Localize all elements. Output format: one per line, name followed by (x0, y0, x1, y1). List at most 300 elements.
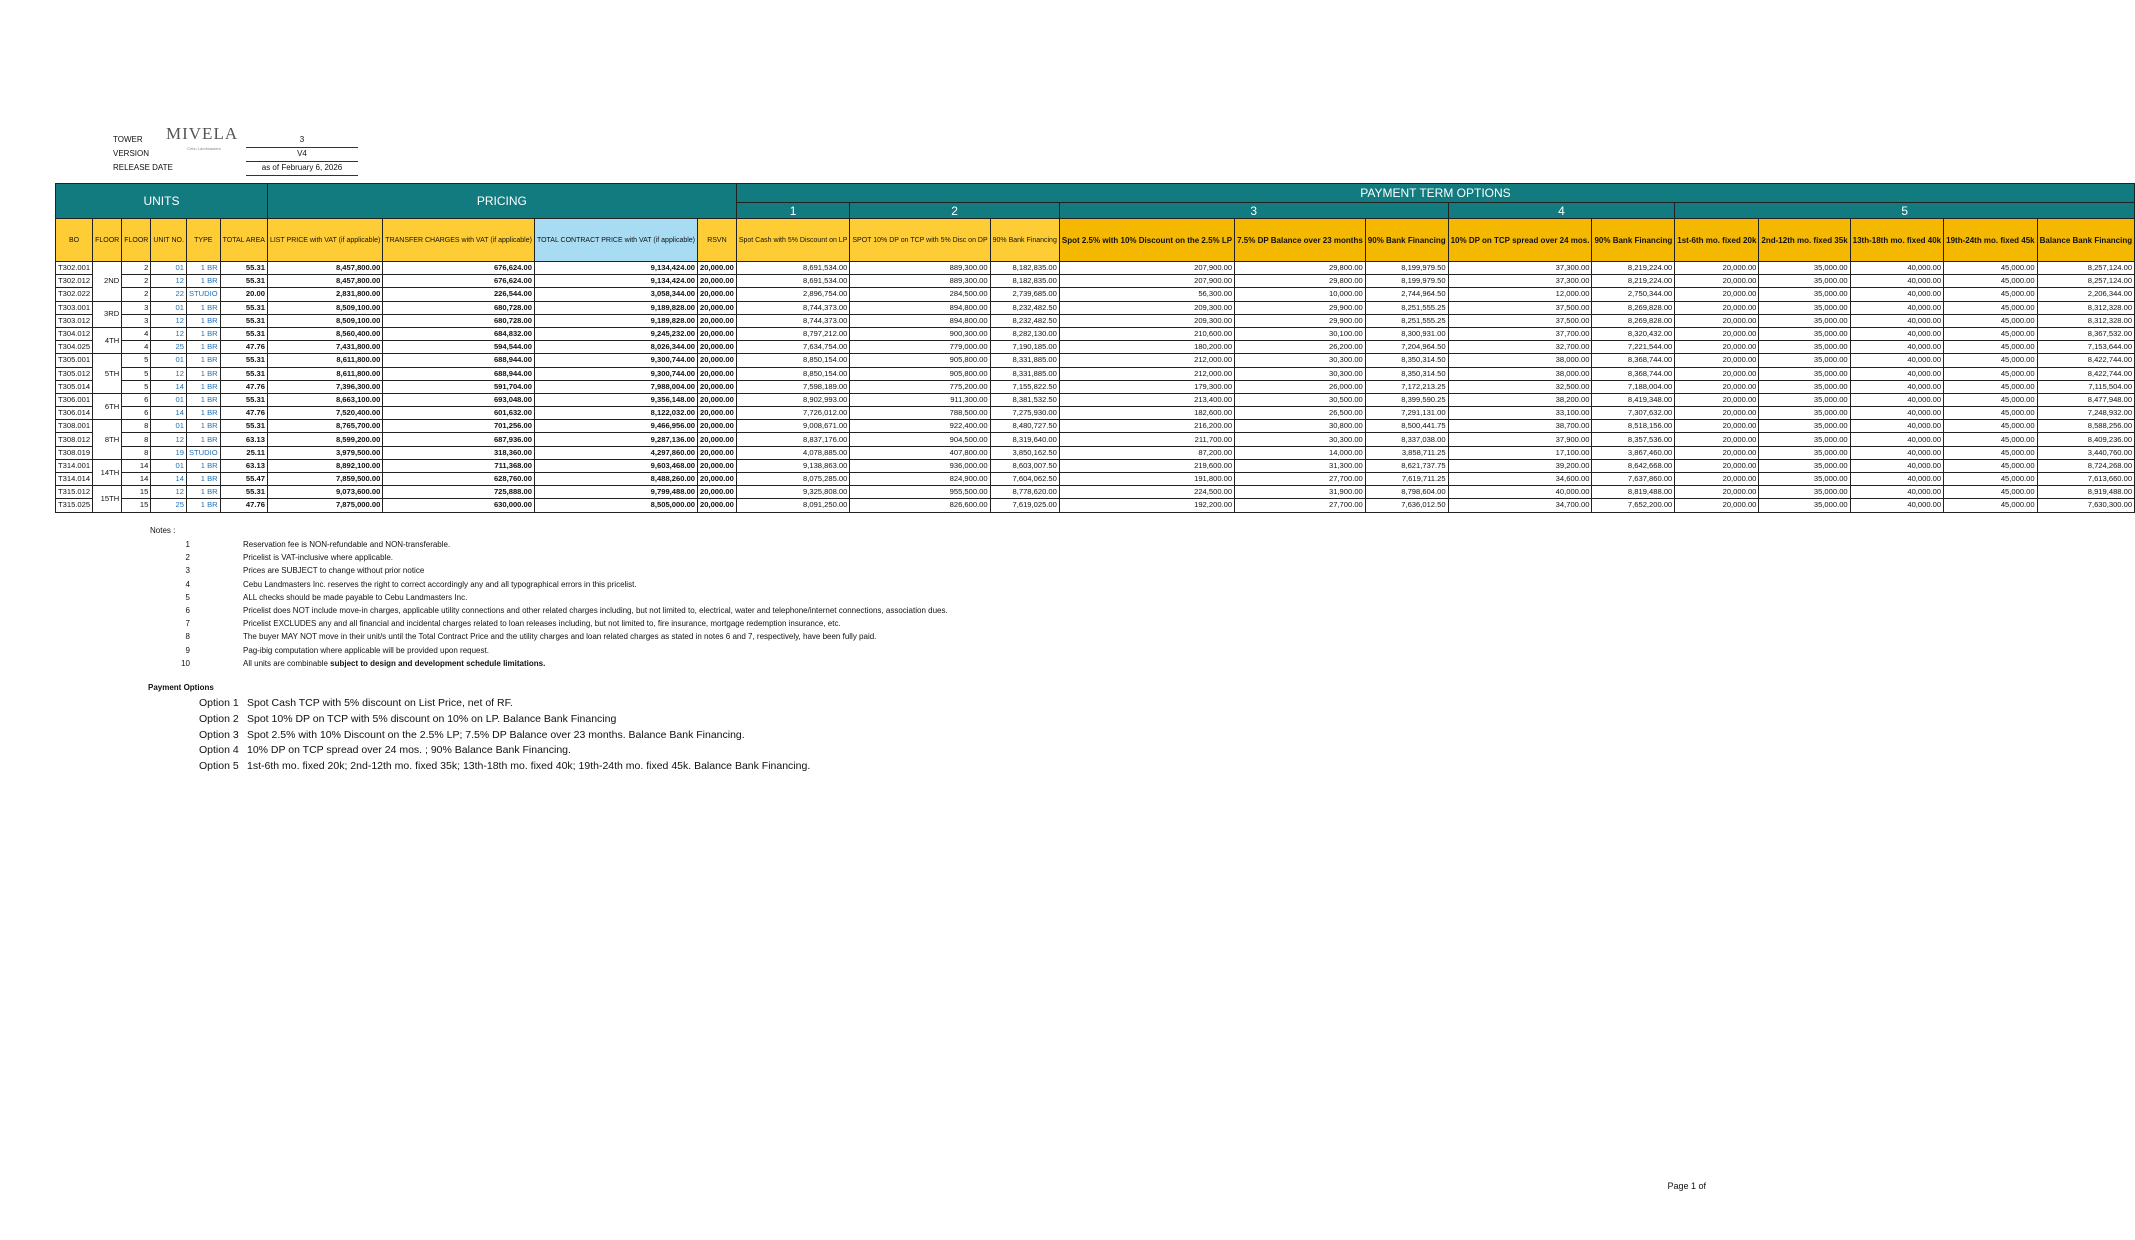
table-row (56, 486, 2135, 499)
table-cell: 29,900.00 (1235, 301, 1366, 314)
table-cell: 20,000.00 (1675, 301, 1759, 314)
table-cell: 8,232,482.50 (990, 301, 1059, 314)
note-text: Pricelist does NOT include move-in charges, applicable utility connections and other related charges including, but not limited to, electrical, water and telephone/internet connections, association dues. (243, 605, 948, 615)
table-cell: 8,282,130.00 (990, 327, 1059, 340)
table-cell: 30,800.00 (1235, 420, 1366, 433)
tower-value: 3 (246, 133, 358, 148)
table-cell: 3,858,711.25 (1365, 446, 1448, 459)
table-row (56, 446, 2135, 459)
table-cell: 1 BR (186, 301, 220, 314)
table-row (56, 380, 2135, 393)
payment-option-text: Spot Cash TCP with 5% discount on List Price, net of RF. (247, 697, 513, 709)
col-total-contract-price: TOTAL CONTRACT PRICE with VAT (if applicable) (534, 219, 697, 262)
table-cell: 1 BR (186, 420, 220, 433)
table-cell: 45,000.00 (1944, 262, 2037, 275)
table-cell: T305.012 (56, 367, 93, 380)
table-cell: 55.31 (220, 420, 267, 433)
table-cell: 4 (122, 327, 151, 340)
table-cell: 3,867,460.00 (1592, 446, 1675, 459)
col-spot-2-5: Spot 2.5% with 10% Discount on the 2.5% LP (1059, 219, 1234, 262)
table-cell: 216,200.00 (1059, 420, 1234, 433)
col-spot-10-dp: SPOT 10% DP on TCP with 5% Disc on DP (850, 219, 990, 262)
table-cell: 29,800.00 (1235, 275, 1366, 288)
note-text-plain: All units are combinable (243, 658, 331, 668)
floor-group-cell: 5TH (93, 354, 122, 394)
table-cell: 182,600.00 (1059, 407, 1234, 420)
table-cell: 9,300,744.00 (534, 367, 697, 380)
floor-group-cell: 8TH (93, 420, 122, 460)
col-floor-group: FLOOR (93, 219, 122, 262)
table-row (56, 275, 2135, 288)
payment-option-key: Option 3 (199, 728, 239, 741)
table-cell: 7,726,012.00 (736, 407, 850, 420)
note-text: Pricelist EXCLUDES any and all financial and incidental charges related to loan releases including, but not limited to, fire insurance, mortgage redemption insurance, etc. (243, 619, 841, 629)
table-cell: 2 (122, 275, 151, 288)
table-cell: 40,000.00 (1850, 341, 1943, 354)
table-cell: 1 BR (186, 393, 220, 406)
table-cell: 40,000.00 (1850, 314, 1943, 327)
release-label: RELEASE DATE (113, 163, 173, 172)
table-cell: 211,700.00 (1059, 433, 1234, 446)
table-cell: 37,500.00 (1448, 301, 1592, 314)
table-cell: 824,900.00 (850, 473, 990, 486)
table-row (56, 367, 2135, 380)
table-cell: 40,000.00 (1850, 473, 1943, 486)
col-type: TYPE (186, 219, 220, 262)
table-cell: 676,624.00 (383, 262, 535, 275)
table-cell: 191,800.00 (1059, 473, 1234, 486)
table-cell: 38,000.00 (1448, 367, 1592, 380)
band-payment-options: PAYMENT TERM OPTIONS (736, 184, 2134, 203)
table-cell: 20,000.00 (1675, 486, 1759, 499)
table-cell: 55.31 (220, 275, 267, 288)
table-cell: 35,000.00 (1759, 288, 1850, 301)
table-cell: 8,902,993.00 (736, 393, 850, 406)
table-cell: 8,232,482.50 (990, 314, 1059, 327)
table-cell: 8,350,314.50 (1365, 367, 1448, 380)
table-cell: 8 (122, 446, 151, 459)
table-cell: 3,058,344.00 (534, 288, 697, 301)
table-cell: 20,000.00 (1675, 314, 1759, 327)
table-row (56, 327, 2135, 340)
table-cell: 8,312,328.00 (2037, 314, 2134, 327)
table-cell: 687,936.00 (383, 433, 535, 446)
table-cell: 37,900.00 (1448, 433, 1592, 446)
table-cell: 45,000.00 (1944, 275, 2037, 288)
payment-option-key: Option 5 (199, 760, 239, 773)
option-number-3: 3 (1059, 203, 1448, 219)
table-cell: 40,000.00 (1850, 407, 1943, 420)
table-cell: 20,000.00 (698, 301, 737, 314)
table-cell: 7,221,544.00 (1592, 341, 1675, 354)
table-cell: 7,619,711.25 (1365, 473, 1448, 486)
note-text (243, 657, 545, 670)
table-cell: 8,744,373.00 (736, 314, 850, 327)
table-cell: 711,368.00 (383, 459, 535, 472)
table-cell: 20,000.00 (1675, 459, 1759, 472)
table-row (56, 354, 2135, 367)
table-cell: 32,700.00 (1448, 341, 1592, 354)
table-cell: 55.31 (220, 314, 267, 327)
table-cell: 209,300.00 (1059, 314, 1234, 327)
table-cell: 226,544.00 (383, 288, 535, 301)
table-cell: 894,800.00 (850, 314, 990, 327)
table-cell: 45,000.00 (1944, 473, 2037, 486)
table-cell: 8,850,154.00 (736, 354, 850, 367)
table-cell: 9,356,148.00 (534, 393, 697, 406)
column-header-row (56, 219, 2135, 262)
table-cell: 35,000.00 (1759, 473, 1850, 486)
table-cell: 37,500.00 (1448, 314, 1592, 327)
table-cell: 27,700.00 (1235, 499, 1366, 512)
table-cell: 1 BR (186, 367, 220, 380)
table-cell: 45,000.00 (1944, 446, 2037, 459)
table-cell: 12 (151, 433, 187, 446)
table-cell: 207,900.00 (1059, 275, 1234, 288)
table-cell: 4,297,860.00 (534, 446, 697, 459)
table-cell: 8,611,800.00 (267, 367, 382, 380)
table-cell: 7,275,930.00 (990, 407, 1059, 420)
table-cell: 22 (151, 288, 187, 301)
col-13th-18th-mo: 13th-18th mo. fixed 40k (1850, 219, 1943, 262)
table-cell: 1 BR (186, 486, 220, 499)
table-cell: 20.00 (220, 288, 267, 301)
table-cell: 8,744,373.00 (736, 301, 850, 314)
table-cell: 55.31 (220, 354, 267, 367)
table-cell: 594,544.00 (383, 341, 535, 354)
table-cell: 905,800.00 (850, 354, 990, 367)
table-cell: 4 (122, 341, 151, 354)
table-cell: 8,199,979.50 (1365, 262, 1448, 275)
table-cell: 601,632.00 (383, 407, 535, 420)
table-cell: 20,000.00 (698, 275, 737, 288)
table-cell: 29,800.00 (1235, 262, 1366, 275)
table-cell: 318,360.00 (383, 446, 535, 459)
table-cell: 207,900.00 (1059, 262, 1234, 275)
table-cell: 40,000.00 (1850, 393, 1943, 406)
table-cell: 01 (151, 301, 187, 314)
floor-group-cell: 14TH (93, 459, 122, 485)
note-number: 5 (185, 592, 190, 602)
table-cell: 8,300,931.00 (1365, 327, 1448, 340)
table-cell: 20,000.00 (698, 499, 737, 512)
option-number-4: 4 (1448, 203, 1675, 219)
table-cell: 8,778,620.00 (990, 486, 1059, 499)
table-cell: 20,000.00 (1675, 327, 1759, 340)
table-cell: 30,300.00 (1235, 433, 1366, 446)
table-cell: 8,219,224.00 (1592, 275, 1675, 288)
note-number: 3 (185, 566, 190, 576)
table-cell: 55.31 (220, 262, 267, 275)
table-cell: 20,000.00 (1675, 473, 1759, 486)
table-cell: 40,000.00 (1850, 327, 1943, 340)
table-row (56, 262, 2135, 275)
table-cell: 20,000.00 (698, 407, 737, 420)
note-text: Pag-ibig computation where applicable will be provided upon request. (243, 645, 489, 655)
table-cell: 212,000.00 (1059, 367, 1234, 380)
table-cell: 35,000.00 (1759, 393, 1850, 406)
table-cell: 7,637,860.00 (1592, 473, 1675, 486)
table-cell: 701,256.00 (383, 420, 535, 433)
table-cell: 12 (151, 367, 187, 380)
table-cell: 37,700.00 (1448, 327, 1592, 340)
table-cell: 40,000.00 (1448, 486, 1592, 499)
table-cell: 20,000.00 (1675, 367, 1759, 380)
table-cell: 8,251,555.25 (1365, 301, 1448, 314)
table-cell: 8,819,488.00 (1592, 486, 1675, 499)
col-bo: BO (56, 219, 93, 262)
table-cell: 779,000.00 (850, 341, 990, 354)
table-cell: 7,190,185.00 (990, 341, 1059, 354)
table-cell: 35,000.00 (1759, 301, 1850, 314)
price-list-table (55, 183, 2135, 513)
table-cell: 4,078,885.00 (736, 446, 850, 459)
table-cell: 3,979,500.00 (267, 446, 382, 459)
table-cell: 5 (122, 380, 151, 393)
table-cell: 25 (151, 499, 187, 512)
table-cell: 9,189,828.00 (534, 314, 697, 327)
col-opt4-bank-financing: 90% Bank Financing (1592, 219, 1675, 262)
table-cell: 407,800.00 (850, 446, 990, 459)
table-cell: 7,172,213.25 (1365, 380, 1448, 393)
table-cell: 20,000.00 (698, 380, 737, 393)
table-cell: T304.025 (56, 341, 93, 354)
col-total-area: TOTAL AREA (220, 219, 267, 262)
table-cell: 9,189,828.00 (534, 301, 697, 314)
table-cell: 45,000.00 (1944, 420, 2037, 433)
table-cell: 212,000.00 (1059, 354, 1234, 367)
table-cell: 7,431,800.00 (267, 341, 382, 354)
notes-title: Notes : (150, 526, 176, 535)
payment-option (199, 743, 810, 759)
table-cell: 33,100.00 (1448, 407, 1592, 420)
payment-option (199, 759, 810, 775)
table-cell: 56,300.00 (1059, 288, 1234, 301)
col-opt2-bank-financing: 90% Bank Financing (990, 219, 1059, 262)
table-cell: 224,500.00 (1059, 486, 1234, 499)
table-cell: 38,000.00 (1448, 354, 1592, 367)
table-cell: T314.014 (56, 473, 93, 486)
table-cell: 936,000.00 (850, 459, 990, 472)
table-cell: 20,000.00 (698, 341, 737, 354)
table-cell: T305.014 (56, 380, 93, 393)
table-cell: 8,892,100.00 (267, 459, 382, 472)
table-cell: T303.001 (56, 301, 93, 314)
note-number: 9 (185, 645, 190, 655)
table-cell: 12 (151, 327, 187, 340)
table-cell: 40,000.00 (1850, 486, 1943, 499)
table-cell: 35,000.00 (1759, 275, 1850, 288)
table-cell: 01 (151, 262, 187, 275)
table-cell: 7,652,200.00 (1592, 499, 1675, 512)
table-cell: 40,000.00 (1850, 354, 1943, 367)
table-cell: 8,219,224.00 (1592, 262, 1675, 275)
table-cell: 8,691,534.00 (736, 275, 850, 288)
floor-group-cell: 15TH (93, 486, 122, 512)
table-cell: 47.76 (220, 407, 267, 420)
table-cell: 45,000.00 (1944, 486, 2037, 499)
table-cell: 8,368,744.00 (1592, 367, 1675, 380)
table-cell: 35,000.00 (1759, 354, 1850, 367)
table-cell: T302.001 (56, 262, 93, 275)
table-cell: 12 (151, 275, 187, 288)
table-cell: 40,000.00 (1850, 301, 1943, 314)
table-cell: 8,518,156.00 (1592, 420, 1675, 433)
table-cell: 684,832.00 (383, 327, 535, 340)
table-cell: 31,300.00 (1235, 459, 1366, 472)
table-cell: 20,000.00 (1675, 354, 1759, 367)
table-cell: 2,831,800.00 (267, 288, 382, 301)
table-cell: 7,188,004.00 (1592, 380, 1675, 393)
table-cell: 1 BR (186, 354, 220, 367)
note-item (150, 564, 425, 577)
col-unit-no: UNIT NO. (151, 219, 187, 262)
table-cell: 1 BR (186, 473, 220, 486)
table-cell: T306.014 (56, 407, 93, 420)
table-cell: 20,000.00 (1675, 393, 1759, 406)
table-cell: 20,000.00 (1675, 420, 1759, 433)
table-cell: T302.022 (56, 288, 93, 301)
band-row (56, 184, 2135, 203)
table-cell: 87,200.00 (1059, 446, 1234, 459)
table-cell: 30,300.00 (1235, 367, 1366, 380)
table-cell: T302.012 (56, 275, 93, 288)
table-cell: 40,000.00 (1850, 262, 1943, 275)
table-cell: 1 BR (186, 275, 220, 288)
mivela-logo (162, 118, 244, 156)
table-cell: 5 (122, 367, 151, 380)
table-cell: 35,000.00 (1759, 459, 1850, 472)
table-cell: 47.76 (220, 499, 267, 512)
table-row (56, 433, 2135, 446)
table-cell: 01 (151, 354, 187, 367)
table-cell: 8,642,668.00 (1592, 459, 1675, 472)
note-number: 1 (185, 540, 190, 549)
table-cell: 45,000.00 (1944, 367, 2037, 380)
table-row (56, 288, 2135, 301)
payment-option-key: Option 4 (199, 744, 239, 757)
note-item (150, 617, 841, 630)
table-cell: 2,739,685.00 (990, 288, 1059, 301)
table-cell: 25.11 (220, 446, 267, 459)
table-cell: 192,200.00 (1059, 499, 1234, 512)
table-cell: 40,000.00 (1850, 420, 1943, 433)
table-cell: 35,000.00 (1759, 486, 1850, 499)
option-number-2: 2 (850, 203, 1059, 219)
table-cell: 55.31 (220, 393, 267, 406)
table-cell: 9,300,744.00 (534, 354, 697, 367)
table-cell: 20,000.00 (698, 288, 737, 301)
table-cell: 7,636,012.50 (1365, 499, 1448, 512)
floor-group-cell: 4TH (93, 327, 122, 353)
col-19th-24th-mo: 19th-24th mo. fixed 45k (1944, 219, 2037, 262)
table-cell: 8,611,800.00 (267, 354, 382, 367)
table-cell: T303.012 (56, 314, 93, 327)
table-cell: 7,988,004.00 (534, 380, 697, 393)
table-cell: 2,206,344.00 (2037, 288, 2134, 301)
table-cell: 7,115,504.00 (2037, 380, 2134, 393)
table-cell: 8,075,285.00 (736, 473, 850, 486)
table-cell: 20,000.00 (1675, 499, 1759, 512)
table-cell: 20,000.00 (1675, 288, 1759, 301)
table-cell: 20,000.00 (1675, 380, 1759, 393)
table-row (56, 301, 2135, 314)
table-cell: 55.31 (220, 367, 267, 380)
table-cell: 9,008,671.00 (736, 420, 850, 433)
note-text: The buyer MAY NOT move in their unit/s until the Total Contract Price and the utility charges and loan related charges as stated in notes 6 and 7, respectively, have been fully paid. (243, 632, 877, 642)
table-cell: 32,500.00 (1448, 380, 1592, 393)
table-cell: 45,000.00 (1944, 314, 2037, 327)
table-cell: 8,182,835.00 (990, 262, 1059, 275)
table-cell: 7,396,300.00 (267, 380, 382, 393)
table-cell: 40,000.00 (1850, 499, 1943, 512)
note-item (150, 538, 451, 551)
table-cell: 8,368,744.00 (1592, 354, 1675, 367)
table-row (56, 473, 2135, 486)
logo-wordmark: MIVELA (166, 124, 239, 143)
version-value: V4 (246, 147, 358, 162)
col-list-price: LIST PRICE with VAT (if applicable) (267, 219, 382, 262)
table-cell: 3 (122, 314, 151, 327)
table-cell: 9,603,468.00 (534, 459, 697, 472)
col-floor: FLOOR (122, 219, 151, 262)
table-cell: 210,600.00 (1059, 327, 1234, 340)
payment-option (199, 728, 810, 744)
table-cell: 40,000.00 (1850, 288, 1943, 301)
table-cell: 725,888.00 (383, 486, 535, 499)
table-cell: 20,000.00 (698, 486, 737, 499)
table-cell: 10,000.00 (1235, 288, 1366, 301)
note-number: 8 (185, 632, 190, 642)
note-item (150, 644, 489, 657)
note-text: Pricelist is VAT-inclusive where applicable. (243, 553, 393, 563)
table-cell: 26,200.00 (1235, 341, 1366, 354)
table-cell: 8,422,744.00 (2037, 367, 2134, 380)
table-cell: 8,509,100.00 (267, 301, 382, 314)
table-cell: 20,000.00 (1675, 262, 1759, 275)
table-cell: 12 (151, 314, 187, 327)
table-cell: 8,251,555.25 (1365, 314, 1448, 327)
table-cell: T314.001 (56, 459, 93, 472)
table-cell: 30,500.00 (1235, 393, 1366, 406)
table-cell: 8,850,154.00 (736, 367, 850, 380)
table-cell: 8,663,100.00 (267, 393, 382, 406)
table-cell: 20,000.00 (1675, 446, 1759, 459)
table-cell: 8,199,979.50 (1365, 275, 1448, 288)
table-cell: 9,073,600.00 (267, 486, 382, 499)
table-cell: 7,598,189.00 (736, 380, 850, 393)
table-cell: 180,200.00 (1059, 341, 1234, 354)
note-item (150, 551, 393, 564)
table-cell: 8,381,532.50 (990, 393, 1059, 406)
table-cell: 55.31 (220, 301, 267, 314)
table-cell: 7,619,025.00 (990, 499, 1059, 512)
col-spot-cash: Spot Cash with 5% Discount on LP (736, 219, 850, 262)
table-cell: 40,000.00 (1850, 275, 1943, 288)
table-cell: T308.019 (56, 446, 93, 459)
table-cell: 35,000.00 (1759, 367, 1850, 380)
floor-group-cell: 2ND (93, 262, 122, 302)
table-cell: 14,000.00 (1235, 446, 1366, 459)
payment-option-text: Spot 2.5% with 10% Discount on the 2.5% LP; 7.5% DP Balance over 23 months. Balance Bank Financing. (247, 728, 745, 741)
table-cell: 8,182,835.00 (990, 275, 1059, 288)
table-cell: 8,331,885.00 (990, 367, 1059, 380)
table-cell: 8,419,348.00 (1592, 393, 1675, 406)
floor-group-cell: 6TH (93, 393, 122, 419)
table-cell: 01 (151, 393, 187, 406)
table-cell: 3 (122, 301, 151, 314)
table-cell: 8,319,640.00 (990, 433, 1059, 446)
